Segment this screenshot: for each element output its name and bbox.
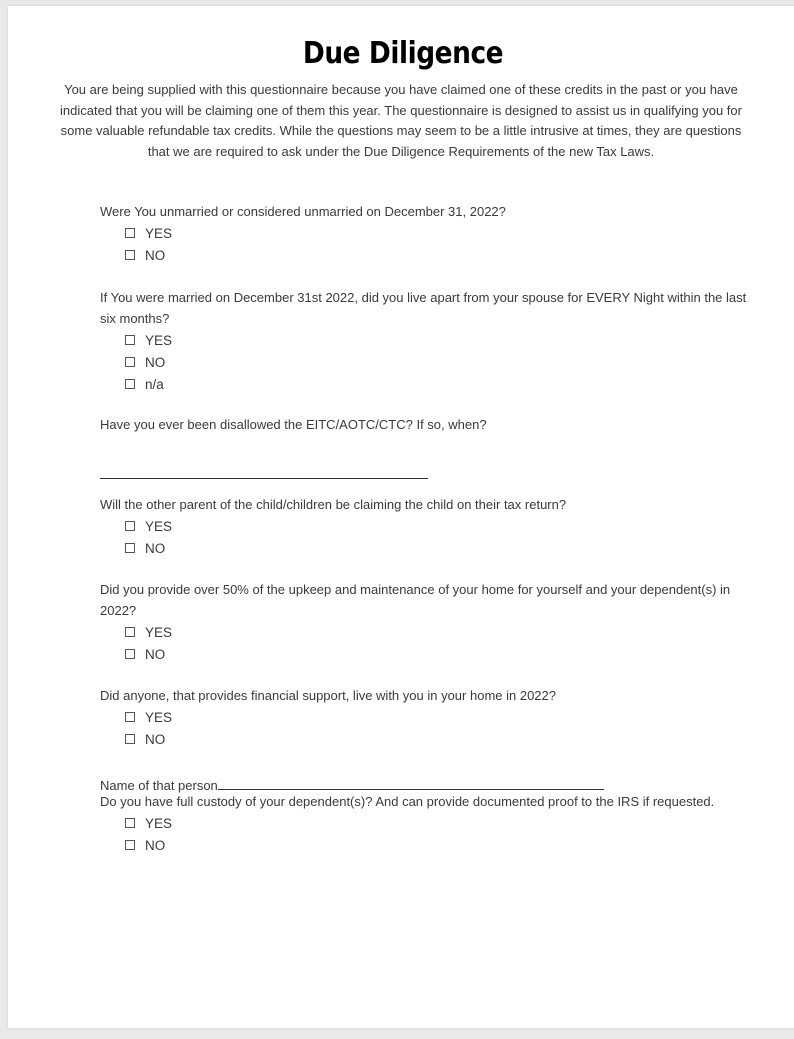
name-line[interactable]	[218, 775, 604, 790]
checkbox-option[interactable]: NO	[125, 351, 750, 373]
question-text: Will the other parent of the child/children be claiming the child on their tax return?	[100, 497, 567, 512]
question-2	[100, 287, 750, 395]
question-7	[100, 791, 750, 856]
question-text: Have you ever been disallowed the EITC/AOTC/CTC? If so, when?	[100, 417, 487, 432]
checkbox-option[interactable]: NO	[125, 643, 750, 665]
checkbox-icon[interactable]	[125, 818, 135, 828]
checkbox-option[interactable]: YES	[125, 621, 750, 643]
question-text: If You were married on December 31st 2022, did you live apart from your spouse for EVERY Night within the last six months?	[100, 290, 747, 326]
name-label: Name of that person	[100, 778, 218, 793]
checkbox-option[interactable]: n/a	[125, 373, 750, 395]
question-6	[100, 685, 750, 750]
intro-paragraph: You are being supplied with this questionnaire because you have claimed one of these credits in the past or you have indicated that you will be claiming one of them this year. The questionnaire is designed to assist us in qualifying you for some valuable refundable tax credits. While the questions may seem to be a little intrusive at times, they are questions that we are required to ask under the Due Diligence Requirements of the new Tax Laws.	[60, 82, 742, 159]
checkbox-icon[interactable]	[125, 627, 135, 637]
checkbox-option[interactable]: NO	[125, 537, 750, 559]
checkbox-option[interactable]: YES	[125, 812, 750, 834]
checkbox-icon[interactable]	[125, 379, 135, 389]
checkbox-icon[interactable]	[125, 543, 135, 553]
checkbox-icon[interactable]	[125, 250, 135, 260]
question-text: Did you provide over 50% of the upkeep and maintenance of your home for yourself and your dependent(s) in 2022?	[100, 582, 731, 618]
checkbox-option[interactable]: YES	[125, 515, 750, 537]
question-text: Do you have full custody of your dependent(s)? And can provide documented proof to the IRS if requested.	[100, 794, 715, 809]
checkbox-icon[interactable]	[125, 734, 135, 744]
checkbox-icon[interactable]	[125, 357, 135, 367]
checkbox-icon[interactable]	[125, 335, 135, 345]
document-page	[8, 6, 794, 1028]
checkbox-option[interactable]: YES	[125, 706, 750, 728]
checkbox-option[interactable]: NO	[125, 728, 750, 750]
question-text: Were You unmarried or considered unmarried on December 31, 2022?	[100, 204, 506, 219]
question-4	[100, 494, 750, 559]
question-5	[100, 579, 750, 665]
question-3	[100, 414, 750, 435]
checkbox-option[interactable]: NO	[125, 244, 750, 266]
checkbox-icon[interactable]	[125, 228, 135, 238]
question-text: Did anyone, that provides financial support, live with you in your home in 2022?	[100, 688, 556, 703]
checkbox-icon[interactable]	[125, 712, 135, 722]
checkbox-icon[interactable]	[125, 521, 135, 531]
answer-line[interactable]	[100, 477, 428, 479]
checkbox-icon[interactable]	[125, 840, 135, 850]
checkbox-option[interactable]: YES	[125, 329, 750, 351]
page-title: Due Diligence	[302, 36, 504, 71]
checkbox-option[interactable]: YES	[125, 222, 750, 244]
checkbox-icon[interactable]	[125, 649, 135, 659]
checkbox-option[interactable]: NO	[125, 834, 750, 856]
question-1	[100, 201, 750, 266]
